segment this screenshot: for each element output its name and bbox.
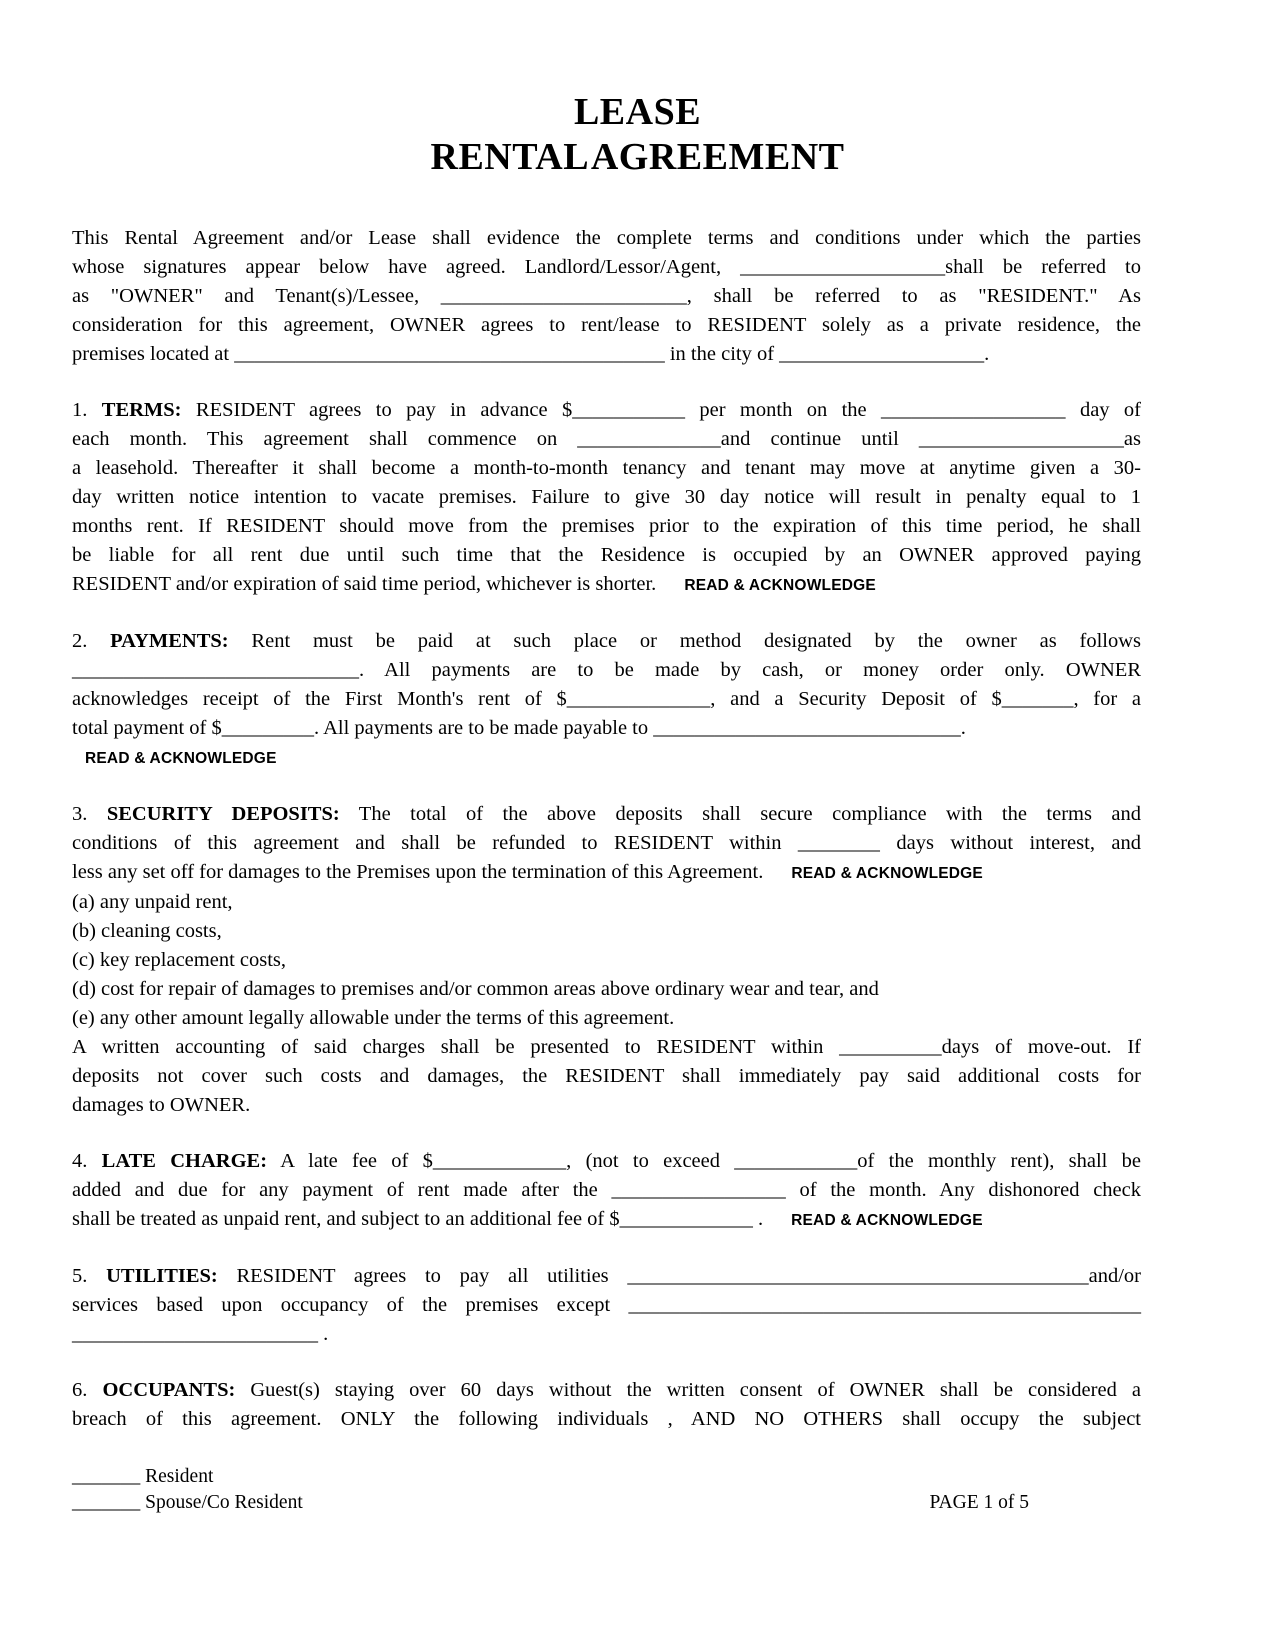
- text-run: This Rental Agreement and/or Lease shall evidence the complete terms and conditions under which the parties: [72, 227, 1141, 249]
- text-line: [72, 454, 1141, 483]
- text-run: day written notice intention to vacate premises. Failure to give 30 day notice will result in penalty equal to 1: [72, 486, 1141, 508]
- text-run: ____________________________. All payments are to be made by cash, or money order only. OWNER: [72, 659, 1141, 681]
- text-run: breach of this agreement. ONLY the following individuals , AND NO OTHERS shall occupy the subject: [72, 1408, 1141, 1430]
- section-heading-label: UTILITIES:: [106, 1265, 218, 1287]
- text-line: [72, 829, 1141, 858]
- text-line: [72, 541, 1141, 570]
- text-line: [72, 224, 1141, 253]
- read-acknowledge-label: READ & ACKNOWLEDGE: [684, 577, 876, 594]
- spouse-signature-line: [72, 1490, 303, 1516]
- document-footer: [72, 1464, 1141, 1516]
- text-line: [72, 311, 1141, 340]
- text-run: 5.: [72, 1265, 107, 1287]
- text-run: as "OWNER" and Tenant(s)/Lessee, ________________________, shall be referred to as "RESIDENT." As: [72, 285, 1141, 307]
- text-line: [72, 1091, 1141, 1120]
- text-line: [72, 512, 1141, 541]
- text-run: less any set off for damages to the Premises upon the termination of this Agreement.: [72, 861, 764, 883]
- paragraph-utilities: [72, 1262, 1141, 1349]
- text-run: 3.: [72, 803, 107, 825]
- text-line: [72, 1376, 1141, 1405]
- text-line: [72, 858, 1141, 888]
- text-run: conditions of this agreement and shall be refunded to RESIDENT within ________ days without interest, and: [72, 832, 1141, 854]
- text-line: [72, 800, 1141, 829]
- text-line: [72, 1062, 1141, 1091]
- text-run: added and due for any payment of rent made after the _________________ of the month. Any dishonored check: [72, 1179, 1141, 1201]
- text-run: RESIDENT and/or expiration of said time period, whichever is shorter.: [72, 573, 657, 595]
- section-heading-label: OCCUPANTS:: [102, 1379, 236, 1401]
- read-acknowledge-label: READ & ACKNOWLEDGE: [791, 1212, 983, 1229]
- text-run: A late fee of $_____________, (not to exceed ____________of the monthly rent), shall be: [267, 1150, 1141, 1172]
- text-run: (b) cleaning costs,: [72, 920, 222, 942]
- text-run: total payment of $_________. All payments are to be made payable to ______________________________.: [72, 717, 966, 739]
- text-run: damages to OWNER.: [72, 1094, 251, 1116]
- text-line: [72, 1320, 1141, 1349]
- read-acknowledge-label: READ & ACKNOWLEDGE: [791, 865, 983, 882]
- text-run: shall be treated as unpaid rent, and subject to an additional fee of $_____________ .: [72, 1208, 764, 1230]
- text-line: [72, 946, 1141, 975]
- text-run: a leasehold. Thereafter it shall become a month-to-month tenancy and tenant may move at anytime given a 30-: [72, 457, 1141, 479]
- text-run: premises located at __________________________________________ in the city of ____________________.: [72, 343, 990, 365]
- document-title: [0, 90, 1275, 180]
- document-body: [72, 224, 1141, 1434]
- section-heading-label: PAYMENTS:: [110, 630, 229, 652]
- paragraph-security-deposits: [72, 800, 1141, 1120]
- text-line: [72, 627, 1141, 656]
- text-run: be liable for all rent due until such time that the Residence is occupied by an OWNER approved paying: [72, 544, 1141, 566]
- text-line: [72, 1147, 1141, 1176]
- text-line: [72, 1291, 1141, 1320]
- text-line: [72, 975, 1141, 1004]
- paragraph-intro: [72, 224, 1141, 369]
- resident-signature-line: [72, 1464, 1141, 1490]
- read-acknowledge-label: READ & ACKNOWLEDGE: [85, 750, 277, 767]
- text-line: [72, 685, 1141, 714]
- text-run: deposits not cover such costs and damages, the RESIDENT shall immediately pay said additional costs for: [72, 1065, 1141, 1087]
- section-heading-label: SECURITY DEPOSITS:: [106, 803, 340, 825]
- text-run: acknowledges receipt of the First Month's rent of $______________, and a Security Deposit of $_______, for a: [72, 688, 1141, 710]
- paragraph-payments: [72, 627, 1141, 773]
- text-run: Guest(s) staying over 60 days without the written consent of OWNER shall be considered a: [235, 1379, 1141, 1401]
- text-line: [72, 253, 1141, 282]
- text-line: [72, 1405, 1141, 1434]
- text-line: [72, 1004, 1141, 1033]
- text-run: 1.: [72, 399, 102, 421]
- text-line: [72, 1205, 1141, 1235]
- text-run: The total of the above deposits shall secure compliance with the terms and: [339, 803, 1142, 825]
- text-line: [72, 917, 1141, 946]
- text-run: each month. This agreement shall commence on ______________and continue until ____________________as: [72, 428, 1141, 450]
- paragraph-occupants: [72, 1376, 1141, 1434]
- text-run: services based upon occupancy of the premises except __________________________________________________: [72, 1294, 1141, 1316]
- page-number: PAGE 1 of 5: [929, 1492, 1029, 1513]
- text-run: RESIDENT agrees to pay in advance $___________ per month on the __________________ day of: [181, 399, 1142, 421]
- text-line: [72, 282, 1141, 311]
- text-run: consideration for this agreement, OWNER agrees to rent/lease to RESIDENT solely as a private residence, the: [72, 314, 1141, 336]
- resident-signature-label: Resident: [145, 1466, 214, 1487]
- section-heading-label: TERMS:: [101, 399, 182, 421]
- text-run: 2.: [72, 630, 111, 652]
- text-line: [72, 425, 1141, 454]
- text-line: [72, 396, 1141, 425]
- spouse-signature-row: [72, 1490, 1141, 1516]
- text-run: (a) any unpaid rent,: [72, 891, 233, 913]
- text-run: whose signatures appear below have agreed. Landlord/Lessor/Agent, ____________________shall be referred to: [72, 256, 1141, 278]
- spouse-signature-label: Spouse/Co Resident: [145, 1492, 303, 1513]
- resident-signature-blank: _______: [72, 1466, 141, 1487]
- text-run: RESIDENT agrees to pay all utilities _____________________________________________and/or: [217, 1265, 1141, 1287]
- text-line: [72, 340, 1141, 369]
- text-line: [72, 656, 1141, 685]
- text-run: (e) any other amount legally allowable under the terms of this agreement.: [72, 1007, 675, 1029]
- text-line: [72, 888, 1141, 917]
- paragraph-late-charge: [72, 1147, 1141, 1235]
- text-run: (c) key replacement costs,: [72, 949, 287, 971]
- text-line: [72, 483, 1141, 512]
- text-line: [72, 570, 1141, 600]
- paragraph-terms: [72, 396, 1141, 600]
- document-title-line-1: LEASE: [573, 91, 702, 133]
- text-run: A written accounting of said charges shall be presented to RESIDENT within __________days of move-out. If: [72, 1036, 1141, 1058]
- text-line: [72, 1176, 1141, 1205]
- text-run: Rent must be paid at such place or method designated by the owner as follows: [228, 630, 1141, 652]
- text-run: 4.: [72, 1150, 102, 1172]
- text-line: [72, 1033, 1141, 1062]
- text-run: ________________________ .: [72, 1323, 329, 1345]
- text-line: [72, 1262, 1141, 1291]
- text-line: [72, 714, 1141, 743]
- text-run: months rent. If RESIDENT should move from the premises prior to the expiration of this time period, he shall: [72, 515, 1141, 537]
- text-run: (d) cost for repair of damages to premises and/or common areas above ordinary wear and tear, and: [72, 978, 879, 1000]
- document-title-line-2: RENTAL AGREEMENT: [430, 136, 845, 178]
- text-line: [72, 743, 1141, 773]
- spouse-signature-blank: _______: [72, 1492, 141, 1513]
- text-run: 6.: [72, 1379, 103, 1401]
- section-heading-label: LATE CHARGE:: [101, 1150, 268, 1172]
